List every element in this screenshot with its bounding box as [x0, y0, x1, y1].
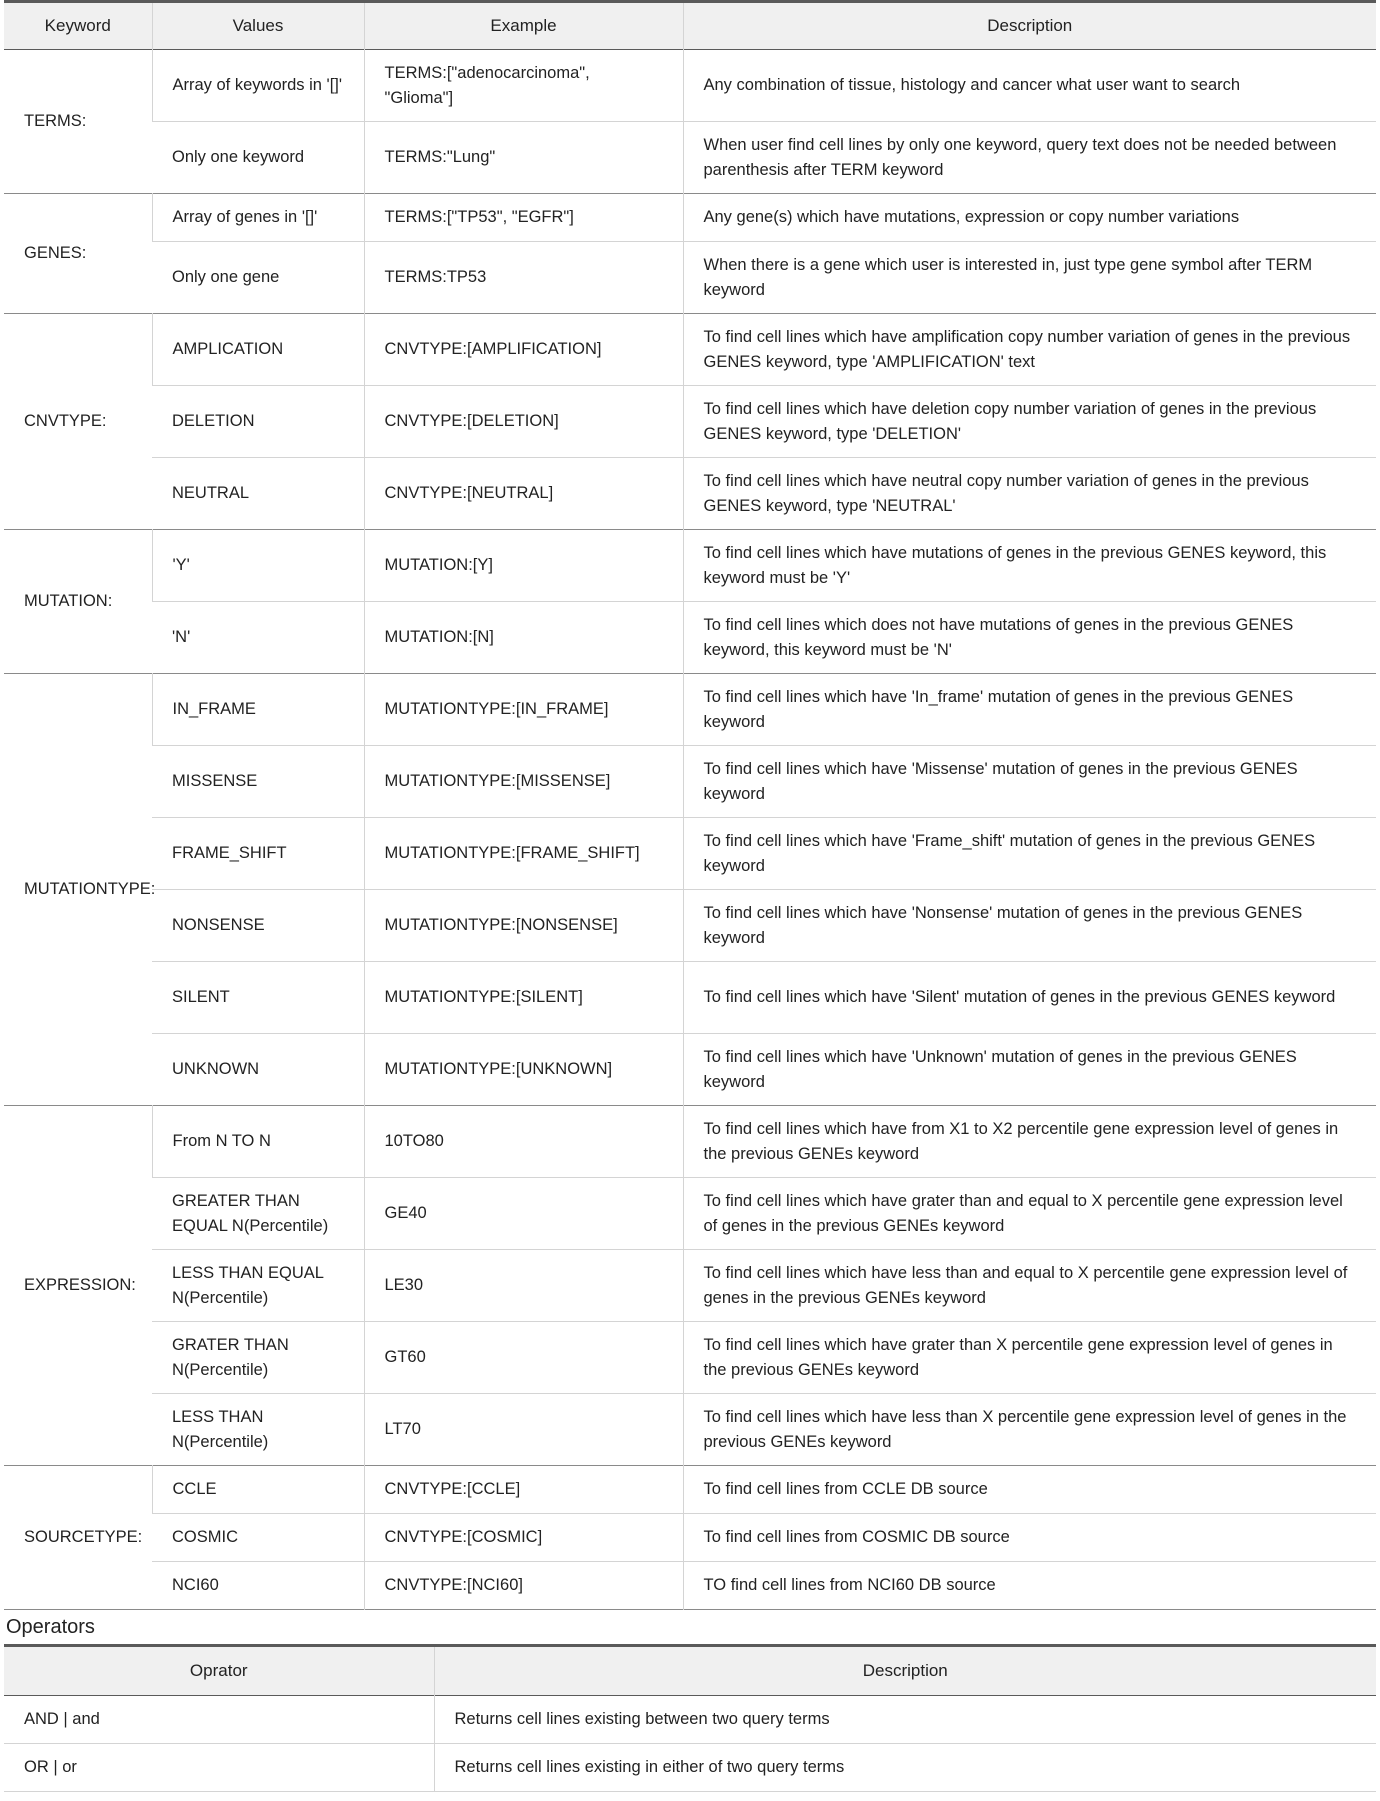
- header-example: Example: [364, 2, 683, 50]
- description-cell: To find cell lines which have neutral copy number variation of genes in the previous GENES keyword, type 'NEUTRAL': [683, 458, 1376, 530]
- keyword-cell: MUTATION:: [24, 592, 113, 610]
- value-cell: NCI60: [172, 1576, 219, 1594]
- description-cell: Any gene(s) which have mutations, expression or copy number variations: [683, 194, 1376, 242]
- value-cell: Array of keywords in '[]': [152, 50, 364, 122]
- description-cell: To find cell lines which have less than and equal to X percentile gene expression level of genes in the previous GENEs keyword: [683, 1250, 1376, 1322]
- value-cell: FRAME_SHIFT: [172, 844, 287, 862]
- example-cell: CNVTYPE:[CCLE]: [364, 1466, 683, 1514]
- value-cell: GRATER THAN N(Percentile): [172, 1335, 289, 1379]
- description-cell: To find cell lines which have mutations of genes in the previous GENES keyword, this keyword must be 'Y': [683, 530, 1376, 602]
- description-cell: To find cell lines which does not have mutations of genes in the previous GENES keyword, this keyword must be 'N': [683, 602, 1376, 674]
- table-row: [4, 1744, 1376, 1792]
- description-cell: To find cell lines which have grater than X percentile gene expression level of genes in the previous GENEs keyword: [683, 1322, 1376, 1394]
- table-row: [4, 746, 1376, 818]
- keyword-cell: GENES:: [24, 244, 87, 262]
- table-row: [4, 962, 1376, 1034]
- table-row: [4, 530, 1376, 602]
- example-cell: MUTATION:[N]: [364, 602, 683, 674]
- table-row: [4, 1250, 1376, 1322]
- description-cell: To find cell lines which have deletion copy number variation of genes in the previous GENES keyword, type 'DELETION': [683, 386, 1376, 458]
- keyword-cell: TERMS:: [24, 112, 87, 130]
- table-row: [4, 194, 1376, 242]
- description-cell: To find cell lines which have 'Missense' mutation of genes in the previous GENES keyword: [683, 746, 1376, 818]
- example-cell: MUTATION:[Y]: [364, 530, 683, 602]
- table-row: [4, 1466, 1376, 1514]
- example-cell: TERMS:["adenocarcinoma", "Glioma"]: [364, 50, 683, 122]
- description-cell: To find cell lines from CCLE DB source: [683, 1466, 1376, 1514]
- table-row: [4, 242, 1376, 314]
- header-operator: Oprator: [4, 1646, 434, 1696]
- keyword-cell: CNVTYPE:: [24, 412, 107, 430]
- keyword-cell: MUTATIONTYPE:: [24, 880, 156, 898]
- example-cell: 10TO80: [364, 1106, 683, 1178]
- table-row: [4, 386, 1376, 458]
- description-cell: To find cell lines which have 'Nonsense' mutation of genes in the previous GENES keyword: [683, 890, 1376, 962]
- value-cell: From N TO N: [152, 1106, 364, 1178]
- example-cell: GT60: [364, 1322, 683, 1394]
- keyword-cell: EXPRESSION:: [24, 1276, 136, 1294]
- value-cell: CCLE: [152, 1466, 364, 1514]
- value-cell: Only one gene: [172, 268, 280, 286]
- table-row: [4, 1696, 1376, 1744]
- description-cell: TO find cell lines from NCI60 DB source: [683, 1562, 1376, 1610]
- example-cell: CNVTYPE:[NEUTRAL]: [364, 458, 683, 530]
- example-cell: CNVTYPE:[AMPLIFICATION]: [364, 314, 683, 386]
- description-cell: To find cell lines which have from X1 to X2 percentile gene expression level of genes in the previous GENEs keyword: [683, 1106, 1376, 1178]
- table-row: [4, 1394, 1376, 1466]
- description-cell: To find cell lines which have 'In_frame' mutation of genes in the previous GENES keyword: [683, 674, 1376, 746]
- description-cell: To find cell lines which have 'Frame_shift' mutation of genes in the previous GENES keyword: [683, 818, 1376, 890]
- table-row: [4, 122, 1376, 194]
- example-cell: GE40: [364, 1178, 683, 1250]
- operators-title: Operators: [6, 1616, 95, 1638]
- table-row: [4, 818, 1376, 890]
- example-cell: TERMS:TP53: [364, 242, 683, 314]
- example-cell: LT70: [364, 1394, 683, 1466]
- value-cell: 'N': [172, 628, 191, 646]
- header-description: Description: [683, 2, 1376, 50]
- document: [4, 0, 1376, 1792]
- keyword-cell: SOURCETYPE:: [24, 1528, 143, 1546]
- description-cell: When user find cell lines by only one keyword, query text does not be needed between parenthesis after TERM keyword: [683, 122, 1376, 194]
- operator-description-cell: Returns cell lines existing between two query terms: [434, 1696, 1376, 1744]
- table-row: [4, 674, 1376, 746]
- example-cell: MUTATIONTYPE:[UNKNOWN]: [364, 1034, 683, 1106]
- example-cell: MUTATIONTYPE:[SILENT]: [364, 962, 683, 1034]
- table-row: [4, 1322, 1376, 1394]
- example-cell: CNVTYPE:[COSMIC]: [364, 1514, 683, 1562]
- value-cell: IN_FRAME: [152, 674, 364, 746]
- value-cell: SILENT: [172, 988, 230, 1006]
- value-cell: COSMIC: [172, 1528, 238, 1546]
- keyword-table-header: [4, 2, 1376, 50]
- header-keyword: Keyword: [4, 2, 152, 50]
- example-cell: LE30: [364, 1250, 683, 1322]
- value-cell: LESS THAN N(Percentile): [172, 1407, 269, 1451]
- value-cell: NONSENSE: [172, 916, 265, 934]
- example-cell: TERMS:"Lung": [364, 122, 683, 194]
- description-cell: To find cell lines which have amplification copy number variation of genes in the previous GENES keyword, type 'AMPLIFICATION' text: [683, 314, 1376, 386]
- header-values: Values: [152, 2, 364, 50]
- value-cell: MISSENSE: [172, 772, 258, 790]
- description-cell: When there is a gene which user is interested in, just type gene symbol after TERM keyword: [683, 242, 1376, 314]
- table-row: [4, 1106, 1376, 1178]
- table-row: [4, 602, 1376, 674]
- value-cell: Only one keyword: [172, 148, 305, 166]
- example-cell: MUTATIONTYPE:[IN_FRAME]: [364, 674, 683, 746]
- table-row: [4, 1178, 1376, 1250]
- description-cell: To find cell lines from COSMIC DB source: [683, 1514, 1376, 1562]
- description-cell: Any combination of tissue, histology and cancer what user want to search: [683, 50, 1376, 122]
- header-op-description: Description: [434, 1646, 1376, 1696]
- value-cell: Array of genes in '[]': [152, 194, 364, 242]
- example-cell: TERMS:["TP53", "EGFR"]: [364, 194, 683, 242]
- description-cell: To find cell lines which have 'Silent' mutation of genes in the previous GENES keyword: [683, 962, 1376, 1034]
- example-cell: MUTATIONTYPE:[MISSENSE]: [364, 746, 683, 818]
- example-cell: MUTATIONTYPE:[NONSENSE]: [364, 890, 683, 962]
- table-row: [4, 458, 1376, 530]
- table-row: [4, 1562, 1376, 1610]
- table-row: [4, 1514, 1376, 1562]
- table-row: [4, 50, 1376, 122]
- table-row: [4, 1034, 1376, 1106]
- value-cell: 'Y': [152, 530, 364, 602]
- example-cell: CNVTYPE:[NCI60]: [364, 1562, 683, 1610]
- example-cell: CNVTYPE:[DELETION]: [364, 386, 683, 458]
- table-row: [4, 314, 1376, 386]
- description-cell: To find cell lines which have less than X percentile gene expression level of genes in the previous GENEs keyword: [683, 1394, 1376, 1466]
- operator-description-cell: Returns cell lines existing in either of two query terms: [434, 1744, 1376, 1792]
- value-cell: DELETION: [172, 412, 255, 430]
- example-cell: MUTATIONTYPE:[FRAME_SHIFT]: [364, 818, 683, 890]
- value-cell: NEUTRAL: [172, 484, 250, 502]
- operator-cell: AND | and: [24, 1710, 100, 1728]
- value-cell: AMPLICATION: [152, 314, 364, 386]
- description-cell: To find cell lines which have grater than and equal to X percentile gene expression level of genes in the previous GENEs keyword: [683, 1178, 1376, 1250]
- keyword-table: [4, 0, 1376, 1610]
- description-cell: To find cell lines which have 'Unknown' mutation of genes in the previous GENES keyword: [683, 1034, 1376, 1106]
- operators-table-header: [4, 1646, 1376, 1696]
- table-row: [4, 890, 1376, 962]
- value-cell: GREATER THAN EQUAL N(Percentile): [172, 1191, 329, 1235]
- value-cell: UNKNOWN: [172, 1060, 260, 1078]
- operator-cell: OR | or: [24, 1758, 77, 1776]
- operators-table: [4, 1644, 1376, 1792]
- value-cell: LESS THAN EQUAL N(Percentile): [172, 1263, 324, 1307]
